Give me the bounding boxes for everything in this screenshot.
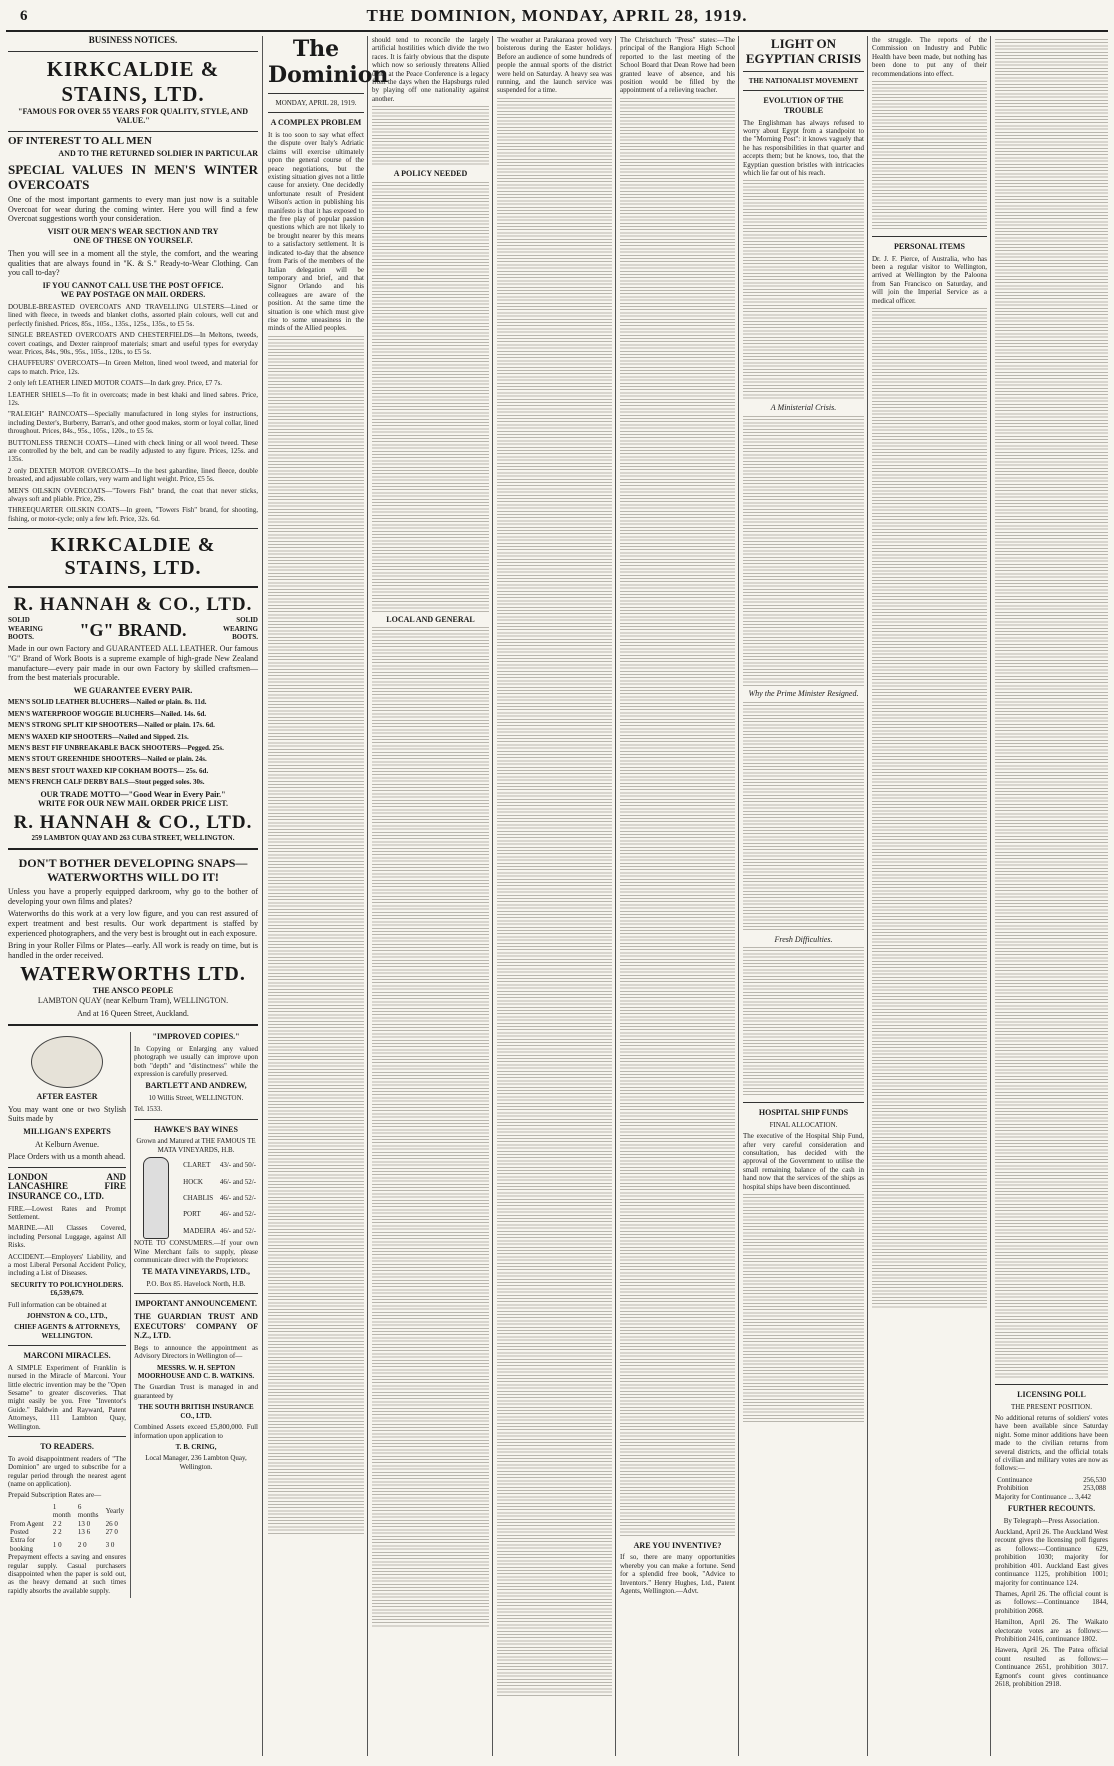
wine-price-table <box>181 1157 258 1239</box>
notice-name: THE GUARDIAN TRUST AND EXECUTORS' COMPANY OF N.Z., LTD. <box>134 1312 258 1341</box>
licensing-column <box>995 36 1108 1756</box>
copies-p: In Copying or Enlarging any valued photograph we usually can improve upon both "depth" and "distinctness" while the expression is carefully preserved. <box>134 1044 258 1079</box>
ale-heading: AFTER EASTER <box>36 1092 98 1102</box>
hospital-sub: FINAL ALLOCATION. <box>769 1120 838 1129</box>
personal-column <box>872 36 987 1756</box>
kirk-p3: Then you will see in a moment all the style, the comfort, and the wearing qualities that are always found in "K. & S." Ready-to-Wear Clothing. Can you call to-day? <box>8 248 258 278</box>
hannah-p1: Made in our own Factory and GUARANTEED ALL LEATHER. Our famous "G" Brand of Work Boots is a supreme example of high-grade New Zealand manufacture—every pair made in our own Factory by skilled craftsmen—from the best materials procurable. <box>8 644 258 683</box>
masthead-title: THE DOMINION, MONDAY, APRIL 28, 1919. <box>366 6 748 25</box>
hannah-left: SOLID WEARING BOOTS. <box>8 616 44 642</box>
editorial-heading: A COMPLEX PROBLEM <box>270 118 362 128</box>
wine-bottle-illustration <box>143 1157 169 1239</box>
copies-heading: "IMPROVED COPIES." <box>152 1032 240 1042</box>
table-row: Prohibition 253,088 <box>997 1484 1106 1493</box>
news-column-6 <box>620 36 735 1756</box>
hannah-logo: R. HANNAH & CO., LTD. <box>13 594 253 616</box>
ads-column <box>8 36 258 1756</box>
recounts-sub: By Telegraph—Press Association. <box>1003 1516 1100 1525</box>
table-row: PORT 46/- and 52/- <box>183 1210 256 1219</box>
egypt-ministerial: A Ministerial Crisis. <box>770 403 837 413</box>
kirk-p4b: WE PAY POSTAGE ON MAIL ORDERS. <box>60 290 206 300</box>
readers-tail: Prepayment effects a saving and ensures regular supply. Casual purchasers disappointed when the paper is sold out, as the heavy demand at such times rapidly absorbs the available supply. <box>8 1553 127 1595</box>
editorial-column <box>268 36 389 1756</box>
body-text <box>743 947 864 1097</box>
marconi-p: A SIMPLE Experiment of Franklin is nursed in the Miracle of Marconi. Your little electric invention may be the "Open Sesame" to greater discoveries. That might easily be you. Free "Inventor's Guide." Baldwin and Rayward, Patent Attorneys, 111 Lambton Quay, Wellington. <box>8 1363 127 1431</box>
kirk-footer: KIRKCALDIE & STAINS, LTD. <box>50 534 216 580</box>
column-rule <box>990 36 991 1756</box>
kirk-item: LEATHER SHIELS—To fit in overcoats; made in best khaki and lined sabres. Price, 12s. <box>8 390 258 407</box>
copies-addr: 10 Willis Street, WELLINGTON. <box>148 1094 244 1103</box>
hannah-brand: "G" BRAND. <box>79 619 187 640</box>
column-rule <box>492 36 493 1756</box>
section-heading: BUSINESS NOTICES. <box>88 35 178 45</box>
hannah-item: MEN'S SOLID LEATHER BLUCHERS—Nailed or plain. 8s. 11d. <box>8 698 207 707</box>
column-rule <box>867 36 868 1756</box>
table-row: CLARET 43/- and 50/- <box>183 1161 256 1170</box>
body-text <box>372 106 489 166</box>
egypt-heading: LIGHT ON EGYPTIAN CRISIS <box>745 36 862 66</box>
water-heading: DON'T BOTHER DEVELOPING SNAPS—WATERWORTHS WILL DO IT! <box>18 856 248 885</box>
hannah-item: MEN'S BEST FIF UNBREAKABLE BACK SHOOTERS—Pegged. 25s. <box>8 744 224 753</box>
notice-p3: The Guardian Trust is managed in and guaranteed by <box>134 1383 258 1400</box>
col4-p: should tend to reconcile the largely artificial hostilities which divide the two races. It is fairly obvious that the dispute which now so seriously threatens Allied unity at the Peace Conference is a legacy from the days when the Hapsburgs ruled by playing off one nationality against another. <box>372 36 489 103</box>
water-p3: Bring in your Roller Films or Plates—early. All work is ready on time, but is handled in the order received. <box>8 941 258 960</box>
body-text <box>743 1194 864 1424</box>
column-rule <box>738 36 739 1756</box>
kirk-p4a: IF YOU CANNOT CALL USE THE POST OFFICE. <box>42 280 224 290</box>
wines-sub: Grown and Matured at THE FAMOUS TE MATA VINEYARDS, H.B. <box>136 1137 256 1154</box>
water-logo: WATERWORTHS LTD. <box>20 963 246 986</box>
hannah-item: MEN'S STOUT GREENHIDE SHOOTERS—Nailed or plain. 24s. <box>8 755 207 764</box>
hannah-guarantee: WE GUARANTEE EVERY PAIR. <box>73 685 193 695</box>
notice-p1: Begs to announce the appointment as Advisory Directors in Wellington of— <box>134 1343 258 1361</box>
egypt-p: The Englishman has always refused to worry about Egypt from a standpoint to the "Morning Post": it knows vaguely that he has responsibilities in that quarter and accepts them; but he knows, too, that the Egyptian question bristles with intricacies which lie far out of his reach. <box>743 118 864 178</box>
body-text <box>743 702 864 932</box>
kirk-item: SINGLE BREASTED OVERCOATS AND CHESTERFIELDS—In Meltons, tweeds, covert coatings, and Dexter rainproof materials; smart and useful types for everyday wear. Prices, 84s., 90s., 95s., 105s., 120s., to £5 5s. <box>8 331 258 356</box>
kirk-item: THREEQUARTER OILSKIN COATS—In green, "Towers Fish" brand, for shooting, fishing, or motor-cycle; only a few left. Price, 32s. 6d. <box>8 506 258 523</box>
london-p: FIRE.—Lowest Rates and Prompt Settlement. <box>8 1204 127 1221</box>
fish-illustration <box>31 1036 103 1088</box>
editorial-p: It is too soon to say what effect the dispute over Italy's Adriatic claims will exercise ultimately upon the general course of the peace negotiations, but the existing situation gives not a little cause for anxiety. One decidedly unfortunate result of President Wilson's action in publishing his manifesto is that it has exposed to the free play of popular passion questions which are not likely to be brought nearer by this means to a satisfactory settlement. It is indicated to-day that the absence from Paris of the members of the Italian delegation will be temporary and brief, and that Signor Orlando and his colleagues are aware of the position. At the same time the situation is one which must give rise to some uneasiness in the minds of the Allied peoples. <box>268 131 364 333</box>
personal-p: Dr. J. F. Pierce, of Australia, who has been a regular visitor to Wellington, arrived at Wellington by the Paloona from San Francisco on Saturday, and will join the Imperial Service as a medical officer. <box>872 254 987 305</box>
readers-rates-heading: Prepaid Subscription Rates are— <box>8 1491 102 1500</box>
hospital-p: The executive of the Hospital Ship Fund, after very careful consideration and consultation, has decided with the approval of the Government to utilise the small remaining balance of the cash in hand now that the services of the ships as hospital ships have been discontinued. <box>743 1132 864 1191</box>
column-rule <box>367 36 368 1756</box>
kirk-item: MEN'S OILSKIN OVERCOATS—"Towers Fish" brand, the coat that never sticks, always soft and pliable. Price, 29s. <box>8 486 258 504</box>
col5-p: The weather at Parakaraoa proved very boisterous during the Easter holidays. Before an audience of some hundreds of people the annual sports of the district were held on Saturday. A heavy sea was running, and the launch service was suspended for a time. <box>497 36 612 95</box>
personal-heading: PERSONAL ITEMS <box>894 242 965 252</box>
notice-p5: Combined Assets exceed £5,800,000. Full information upon application to <box>134 1423 258 1440</box>
egypt-column <box>743 36 864 1756</box>
kirk-p2a: VISIT OUR MEN'S WEAR SECTION AND TRY <box>47 226 219 236</box>
hannah-address: 259 LAMBTON QUAY AND 263 CUBA STREET, WELLINGTON. <box>31 833 235 842</box>
table-row: CHABLIS 46/- and 52/- <box>183 1194 256 1203</box>
table-row: Posted 2 2 13 6 27 0 <box>10 1527 118 1536</box>
marconi-heading: MARCONI MIRACLES. <box>23 1351 111 1361</box>
table-row: Continuance 256,530 <box>997 1475 1106 1484</box>
kirk-item: "RALEIGH" RAINCOATS—Specially manufactured in long styles for instructions, including Dexter's, Burberry, Barran's, and other good makes, storm or loyal collar, lined throughout. Prices, 84s., 95s., 105s., 120s., to £5 5s. <box>8 410 258 436</box>
body-text <box>872 81 987 231</box>
column-rule <box>262 36 263 1756</box>
recounts-p: Hamilton, April 26. The Waikato electorate votes are as follows:—Prohibition 2416, continuance 1802. <box>995 1618 1108 1643</box>
inventive-heading: ARE YOU INVENTIVE? <box>633 1540 722 1550</box>
recounts-p: Thames, April 26. The official count is as follows:—Continuance 1844, prohibition 2068. <box>995 1589 1108 1615</box>
rates-table <box>8 1503 126 1553</box>
hannah-write: WRITE FOR OUR NEW MAIL ORDER PRICE LIST. <box>38 799 228 809</box>
body-text <box>995 39 1108 1379</box>
notice-p2: MESSRS. W. H. SEPTON MOORHOUSE AND C. B. WATKINS. <box>137 1363 255 1381</box>
recounts-p: Hawera, April 26. The Patea official count resulted as follows:—Continuance 2651, prohibition 3017. Egmont's count gives continuance 2618, prohibition 2918. <box>995 1646 1108 1688</box>
kirk-h1: OF INTEREST TO ALL MEN <box>8 134 152 147</box>
body-text <box>743 416 864 686</box>
policy-heading: A POLICY NEEDED <box>393 169 468 179</box>
ale-tail: Place Orders with us a month ahead. <box>8 1152 126 1162</box>
table-row: Extra for booking 1 0 2 0 3 0 <box>10 1536 115 1553</box>
london-p: Full information can be obtained at <box>8 1300 107 1309</box>
notice-p6: T. B. CRING, <box>175 1442 217 1451</box>
london-p: ACCIDENT.—Employers' Liability, and a most Liberal Personal Accident Policy, including a List of Diseases. <box>8 1252 127 1278</box>
local-heading: LOCAL AND GENERAL <box>386 614 475 624</box>
news-column-5 <box>497 36 612 1756</box>
hannah-right: SOLID WEARING BOOTS. <box>222 616 258 642</box>
licensing-majority: Majority for Continuance ... 3,442 <box>995 1492 1092 1501</box>
london-p: CHIEF AGENTS & ATTORNEYS, WELLINGTON. <box>14 1323 120 1340</box>
masthead <box>6 4 1108 32</box>
kirk-p1: One of the most important garments to every man just now is a suitable Overcoat for wear during the coming winter. Here you will find a few Overcoat suggestions worth your consideration. <box>8 194 258 224</box>
recounts-heading: FURTHER RECOUNTS. <box>1007 1504 1096 1514</box>
body-text <box>497 98 612 1698</box>
water-addr2: And at 16 Queen Street, Auckland. <box>77 1008 189 1018</box>
ale-loc: At Kelburn Avenue. <box>34 1139 100 1149</box>
body-text <box>372 627 489 1627</box>
kirk-item: 2 only left LEATHER LINED MOTOR COATS—In dark grey. Price, £7 7s. <box>8 379 223 388</box>
licensing-p: No additional returns of soldiers' votes have been available since Saturday night. Some minor additions have been made to the civilian returns from several districts, and the official totals of civilian and military votes are now as follows:— <box>995 1414 1108 1473</box>
hannah-item: MEN'S BEST STOUT WAXED KIP COKHAM BOOTS— 25s. 6d. <box>8 766 209 775</box>
col8-p: the struggle. The reports of the Commission on Industry and Public Health have been made, but nothing has been done to put any of their recommendations into effect. <box>872 36 987 78</box>
notice-heading: IMPORTANT ANNOUNCEMENT. <box>135 1299 257 1309</box>
egypt-sub: THE NATIONALIST MOVEMENT <box>748 77 859 85</box>
copies-tel: Tel. 1533. <box>134 1105 163 1114</box>
kirk-item: DOUBLE-BREASTED OVERCOATS AND TRAVELLING ULSTERS—Lined or lined with fleece, in tweeds and blanket cloths, assorted plain colours, well cut and perfectly finished. Prices, 85s., 105s., 135s., 125s., 135s., to £5 5s. <box>8 302 258 328</box>
london-p: MARINE.—All Classes Covered, including Personal Luggage, against All Risks. <box>8 1224 127 1250</box>
wines-box: P.O. Box 85. Havelock North, H.B. <box>146 1280 246 1289</box>
hannah-item: MEN'S FRENCH CALF DERBY BALS—Stout pegged soles. 30s. <box>8 778 205 787</box>
policy-column <box>372 36 489 1756</box>
licensing-sub: THE PRESENT POSITION. <box>1011 1402 1092 1411</box>
body-text <box>872 308 987 1308</box>
editorial-date: MONDAY, APRIL 28, 1919. <box>275 99 357 107</box>
ale-name: MILLIGAN'S EXPERTS <box>23 1127 111 1136</box>
body-text <box>372 182 489 612</box>
wines-heading: HAWKE'S BAY WINES <box>154 1124 238 1134</box>
hannah-footer: R. HANNAH & CO., LTD. <box>13 811 253 833</box>
water-p1: Unless you have a properly equipped darkroom, why go to the bother of developing your own films and plates? <box>8 887 258 906</box>
body-text <box>620 98 735 1538</box>
paper-title: The Dominion <box>268 36 389 88</box>
hannah-motto: OUR TRADE MOTTO—"Good Wear in Every Pair." <box>40 789 226 799</box>
wines-prop: TE MATA VINEYARDS, LTD., <box>142 1267 250 1277</box>
hannah-item: MEN'S WAXED KIP SHOOTERS—Nailed and Sipped. 21s. <box>8 732 189 741</box>
kirk-item: CHAUFFEURS' OVERCOATS—In Green Melton, lined wool tweed, and material for caps to match. Price, 12s. <box>8 359 258 376</box>
water-addr1: LAMBTON QUAY (near Kelburn Tram), WELLINGTON. <box>37 996 229 1006</box>
licensing-table <box>995 1476 1108 1493</box>
egypt-fresh: Fresh Difficulties. <box>774 934 833 944</box>
table-row: MADEIRA 46/- and 52/- <box>183 1226 256 1235</box>
wines-note: NOTE TO CONSUMERS.—If your own Wine Merchant fails to supply, please communicate direct with the Proprietors: <box>134 1239 258 1265</box>
kirk-items <box>8 303 258 523</box>
kirk-p2b: ONE OF THESE ON YOURSELF. <box>73 236 193 246</box>
inventive-p: If so, there are many opportunities whereby you can make a fortune. Send for a splendid free book, "Advice to Inventors." Henry Hughes, Ltd., Patent Agents, Wellington.—Advt. <box>620 1553 735 1596</box>
egypt-why: Why the Prime Minister Resigned. <box>748 689 859 699</box>
body-text <box>743 180 864 400</box>
col6-p: The Christchurch "Press" states:—The principal of the Rangiora High School reported to the last meeting of the School Board that Dean Rowe had been granted leave of absence, and his position would be filled by the appointment of a relieving teacher. <box>620 36 735 95</box>
kirk-h2: AND TO THE RETURNED SOLDIER IN PARTICULAR <box>58 149 258 159</box>
table-row: HOCK 46/- and 52/- <box>183 1177 256 1186</box>
notice-p4: THE SOUTH BRITISH INSURANCE CO., LTD. <box>138 1403 254 1420</box>
licensing-heading: LICENSING POLL <box>1017 1390 1086 1399</box>
recounts-p: Auckland, April 26. The Auckland West recount gives the licensing poll figures as follows:—Continuance 629, prohibition 1030; majority for prohibition 401. Auckland East gives continuance 1125, prohibition 1001; majority for continuance 124. <box>995 1528 1108 1587</box>
hospital-heading: HOSPITAL SHIP FUNDS <box>758 1108 849 1118</box>
column-rule <box>615 36 616 1756</box>
copies-name: BARTLETT AND ANDREW, <box>145 1081 247 1091</box>
egypt-sub2: EVOLUTION OF THE TROUBLE <box>763 96 844 115</box>
page-number: 6 <box>20 8 28 24</box>
kirk-tagline: "FAMOUS FOR OVER 55 YEARS FOR QUALITY, STYLE, AND VALUE." <box>18 106 248 126</box>
kirk-item: 2 only DEXTER MOTOR OVERCOATS—In the best gabardine, lined fleece, double breasted, and adjustable collars, very warm and light weight. Price, £5 5s. <box>8 466 258 484</box>
kirk-item: BUTTONLESS TRENCH COATS—Lined with check lining or all wool tweed. These are controlled by the belt, and can be readily adjusted to any figure. Prices, 125s. and 135s. <box>8 438 258 464</box>
body-text <box>268 336 364 1536</box>
table-row: 1 month 6 months Yearly <box>52 1502 125 1520</box>
readers-p: To avoid disappointment readers of "The Dominion" are urged to subscribe for a regular period through the nearest agent (name on application). <box>8 1454 127 1488</box>
ale-p: You may want one or two Stylish Suits made by <box>8 1104 127 1124</box>
water-sub: THE ANSCO PEOPLE <box>92 986 174 996</box>
hannah-item: MEN'S WATERPROOF WOGGIE BLUCHERS—Nailed. 14s. 6d. <box>8 709 207 718</box>
london-p: SECURITY TO POLICYHOLDERS. £6,539,679. <box>10 1280 124 1298</box>
readers-heading: TO READERS. <box>40 1442 94 1452</box>
water-p2: Waterworths do this work at a very low figure, and you can rest assured of expert treatment and best results. Our work department is staffed by experienced photographers, and the very best is brought out in each exposure. <box>8 909 258 938</box>
kirkcaldie-logo: KIRKCALDIE & STAINS, LTD. <box>46 56 220 106</box>
table-row: From Agent 2 2 13 0 26 0 <box>10 1519 118 1528</box>
kirk-h3: SPECIAL VALUES IN MEN'S WINTER OVERCOATS <box>8 161 258 192</box>
london-p: JOHNSTON & CO., LTD., <box>26 1312 108 1321</box>
hannah-item: MEN'S STRONG SPLIT KIP SHOOTERS—Nailed or plain. 17s. 6d. <box>8 721 215 730</box>
london-heading: LONDON AND LANCASHIRE FIRE INSURANCE CO., LTD. <box>8 1171 127 1201</box>
notice-p7: Local Manager, 236 Lambton Quay, Wellington. <box>145 1454 247 1471</box>
